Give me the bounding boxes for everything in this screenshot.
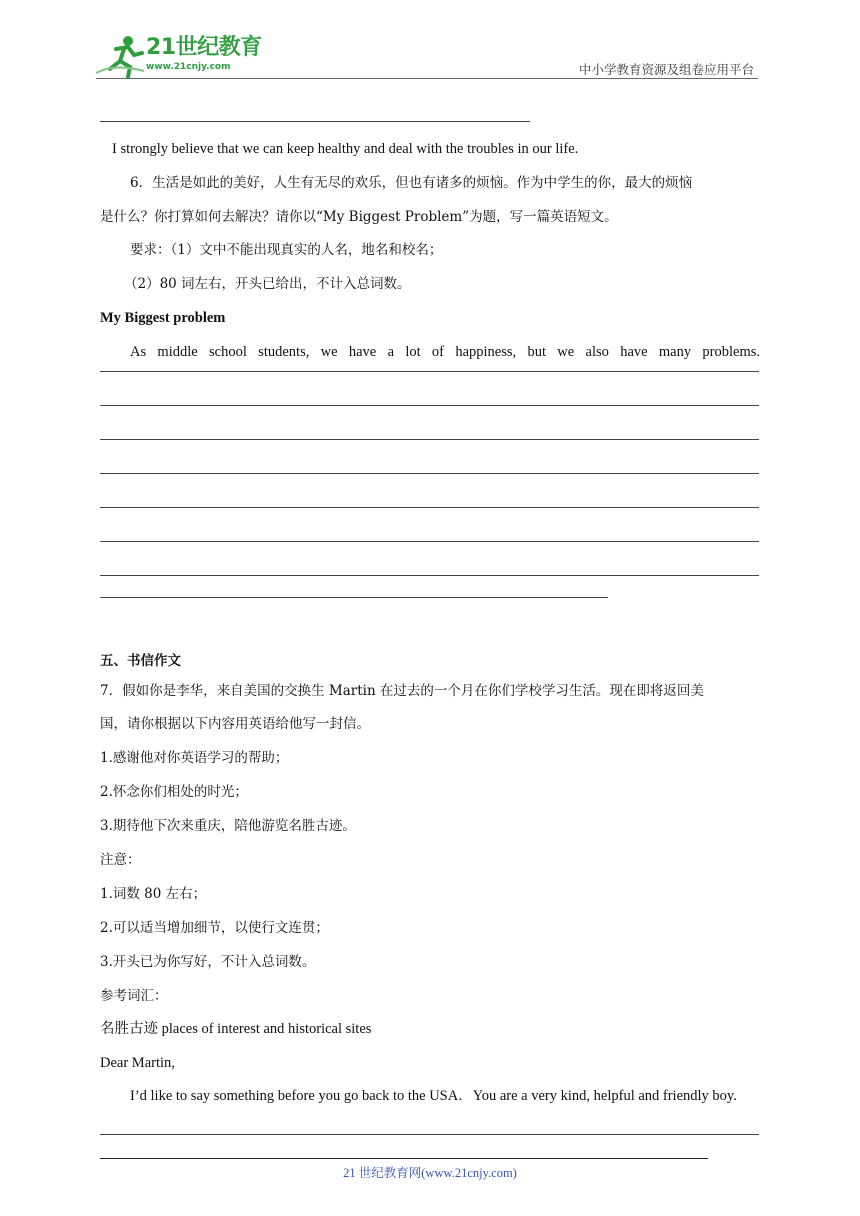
platform-name: 中小学教育资源及组卷应用平台 bbox=[578, 62, 754, 77]
q7-letter-opening: I’d like to say something before you go back to the USA．You are a very kind, helpful and friendly boy. bbox=[130, 1088, 737, 1104]
q6-essay-opening: As middle school students, we have a lot of happiness, but we also have many problems. bbox=[130, 344, 760, 360]
q7-letter-salutation: Dear Martin, bbox=[100, 1055, 175, 1071]
q6-prompt-line2: 是什么？你打算如何去解决？请你以“My Biggest Problem”为题，写一篇英语短文。 bbox=[100, 209, 618, 225]
logo-wordmark: 21世纪教育 bbox=[146, 35, 262, 60]
footer-divider bbox=[100, 1158, 708, 1159]
answer-line bbox=[100, 439, 759, 440]
q7-note-label: 注意： bbox=[100, 852, 141, 868]
answer-line bbox=[100, 1134, 759, 1135]
q6-requirement-1: 要求：（1）文中不能出现真实的人名，地名和校名； bbox=[130, 242, 443, 258]
header-divider bbox=[96, 78, 758, 79]
site-logo bbox=[94, 33, 264, 79]
q6-requirement-2: （2）80 词左右，开头已给出，不计入总词数。 bbox=[124, 276, 411, 292]
q5-closing-line: I strongly believe that we can keep healthy and deal with the troubles in our life. bbox=[112, 141, 579, 157]
q7-vocab-label: 参考词汇： bbox=[100, 988, 168, 1004]
answer-line bbox=[100, 541, 759, 542]
q7-note-1: 1.词数 80 左右； bbox=[100, 886, 207, 902]
answer-line bbox=[100, 597, 608, 598]
q6-essay-title: My Biggest problem bbox=[100, 310, 226, 326]
answer-line bbox=[100, 473, 759, 474]
page-header bbox=[0, 0, 860, 90]
answer-line bbox=[100, 121, 530, 122]
q7-point-3: 3.期待他下次来重庆，陪他游览名胜古迹。 bbox=[100, 818, 356, 834]
answer-line bbox=[100, 371, 759, 372]
logo-url: www.21cnjy.com bbox=[146, 62, 231, 72]
q7-prompt-line1: 7．假如你是李华，来自美国的交换生 Martin 在过去的一个月在你们学校学习生活。现在即将返回美 bbox=[100, 683, 704, 699]
q7-point-2: 2.怀念你们相处的时光； bbox=[100, 784, 248, 800]
q6-prompt-line1: 6．生活是如此的美好，人生有无尽的欢乐，但也有诸多的烦恼。作为中学生的你，最大的烦恼 bbox=[130, 175, 693, 191]
q7-point-1: 1.感谢他对你英语学习的帮助； bbox=[100, 750, 289, 766]
answer-line bbox=[100, 405, 759, 406]
q7-prompt-line2: 国，请你根据以下内容用英语给他写一封信。 bbox=[100, 716, 370, 732]
answer-line bbox=[100, 575, 759, 576]
page-footer: 21 世纪教育网(www.21cnjy.com) bbox=[343, 1166, 517, 1180]
q7-vocab-1: 名胜古迹 places of interest and historical sites bbox=[100, 1021, 372, 1037]
q7-note-3: 3.开头已为你写好，不计入总词数。 bbox=[100, 954, 316, 970]
answer-line bbox=[100, 507, 759, 508]
runner-icon bbox=[94, 33, 146, 79]
q7-note-2: 2.可以适当增加细节，以使行文连贯； bbox=[100, 920, 329, 936]
section-heading: 五、书信作文 bbox=[100, 653, 181, 669]
